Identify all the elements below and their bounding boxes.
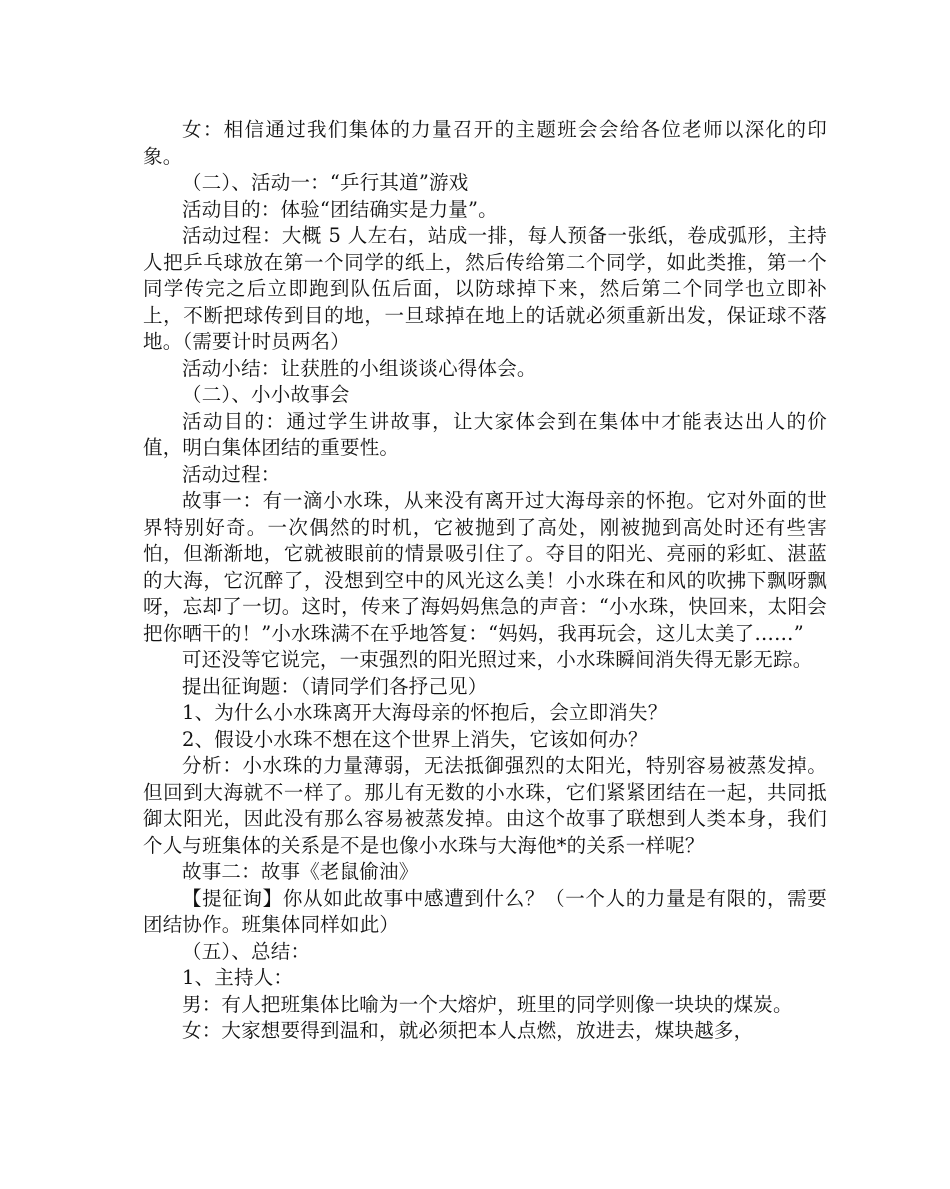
paragraph-analysis: 分析：小水珠的力量薄弱，无法抵御强烈的太阳光，特别容易被蒸发掉。但回到大海就不一样了。那儿有无数的小水珠，它们紧紧团结在一起，共同抵御太阳光，因此没有那么容易被蒸发掉。由这个故事了联想到人类本身，我们个人与班集体的关系是不是也像小水珠与大海他*的关系一样呢？ bbox=[143, 754, 827, 857]
paragraph-activity-summary: 活动小结：让获胜的小组谈谈心得体会。 bbox=[182, 356, 537, 380]
paragraph-host-label: 1、主持人： bbox=[182, 966, 294, 989]
heading-activity-one: （二）、活动一：“乒行其道”游戏 bbox=[182, 171, 469, 194]
paragraph-host-female: 女：大家想要得到温和，就必须把本人点燃，放进去，煤块越多， bbox=[182, 1019, 754, 1042]
paragraph-activity-process-2: 活动过程： bbox=[182, 462, 281, 486]
paragraph-host-male: 男：有人把班集体比喻为一个大熔炉，班里的同学则像一块块的煤炭。 bbox=[182, 992, 793, 1016]
paragraph-story-one: 故事一：有一滴小水珠，从来没有离开过大海母亲的怀抱。它对外面的世界特别好奇。一次偶然的时机，它被抛到了高处，刚被抛到高处时还有些害怕，但渐渐地，它就被眼前的情景吸引住了。夺目的阳光、亮丽的彩虹、湛蓝的大海，它沉醉了，没想到空中的风光这么美！小水珠在和风的吹拂下飘呀飘呀，忘却了一切。这时，传来了海妈妈焦急的声音：“小水珠，快回来，太阳会把你晒干的！”小水珠满不在乎地答复：“妈妈，我再玩会，这儿太美了……” bbox=[143, 489, 827, 645]
document-page bbox=[143, 117, 827, 1045]
paragraph-story-two: 故事二：故事《老鼠偷油》 bbox=[182, 860, 419, 883]
paragraph-story-one-ending: 可还没等它说完，一束强烈的阳光照过来，小水珠瞬间消失得无影无踪。 bbox=[182, 648, 813, 671]
paragraph-activity-process-1: 活动过程：大概 5 人左右，站成一排，每人预备一张纸，卷成弧形，主持人把乒乓球放在第一个同学的纸上，然后传给第二个同学，如此类推，第一个同学传完之后立即跑到队伍后面，以防球掉下来，然后第二个同学也立即补上，不断把球传到目的地，一旦球掉在地上的话就必须重新出发，保证球不落地。（需要计时员两名） bbox=[143, 224, 827, 353]
heading-summary: （五）、总结： bbox=[182, 939, 311, 963]
paragraph-questions-intro: 提出征询题：（请同学们各抒己见） bbox=[182, 674, 488, 698]
heading-story-session: （二）、小小故事会 bbox=[182, 383, 350, 406]
paragraph-host-female-intro: 女：相信通过我们集体的力量召开的主题班会会给各位老师以深化的印象。 bbox=[143, 118, 827, 168]
paragraph-question-1: 1、为什么小水珠离开大海母亲的怀抱后，会立即消失？ bbox=[182, 701, 668, 724]
paragraph-story-two-question: 【提征询】你从如此故事中感遭到什么？（一个人的力量是有限的，需要团结协作。班集体同样如此） bbox=[143, 886, 827, 936]
paragraph-question-2: 2、假设小水珠不想在这个世界上消失，它该如何办？ bbox=[182, 727, 648, 751]
paragraph-activity-purpose-1: 活动目的：体验“团结确实是力量”。 bbox=[182, 197, 498, 221]
paragraph-activity-purpose-2: 活动目的：通过学生讲故事，让大家体会到在集体中才能表达出人的价值，明白集体团结的重要性。 bbox=[143, 409, 827, 459]
